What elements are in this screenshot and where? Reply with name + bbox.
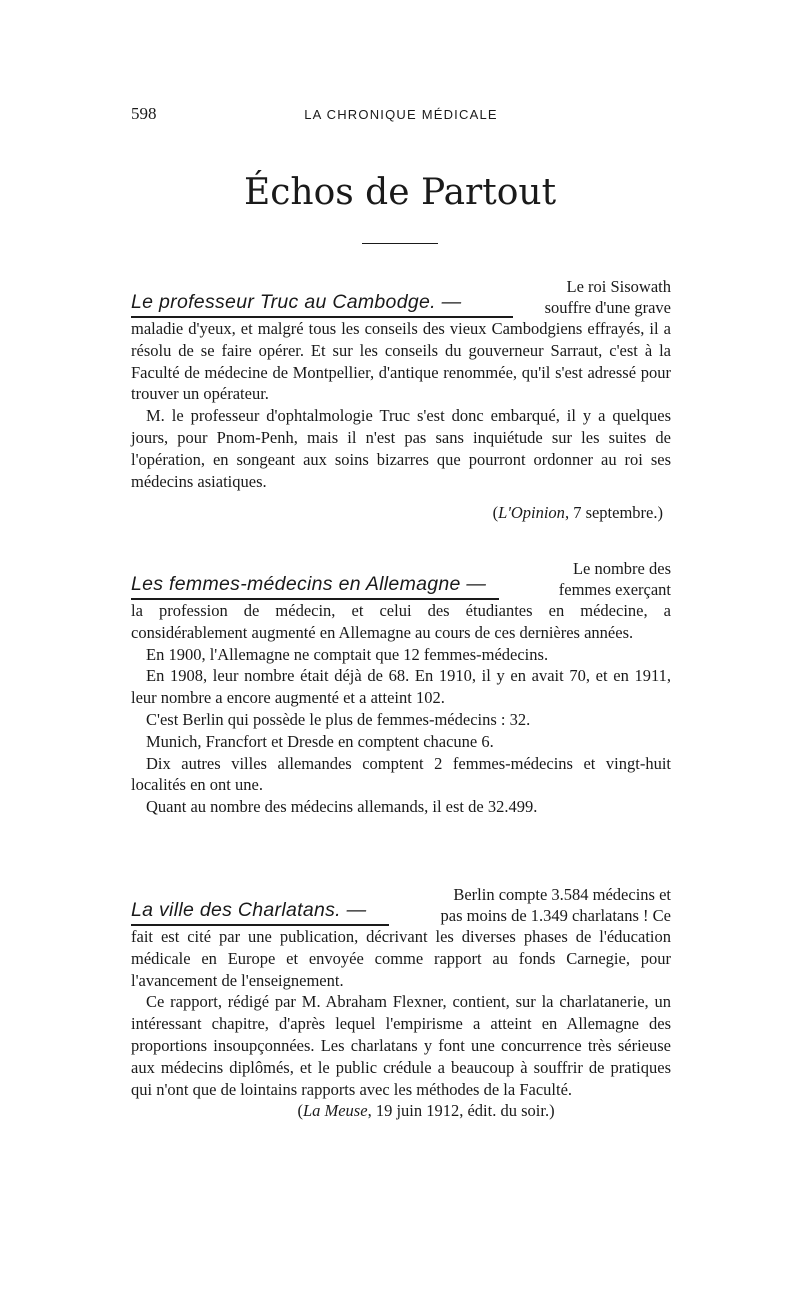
lead-line: Berlin compte 3.584 médecins et	[453, 885, 671, 904]
page-title: Échos de Partout	[243, 172, 557, 213]
paragraph: Quant au nombre des médecins allemands, il est de 32.499.	[146, 797, 538, 817]
paragraph: Dix autres villes allemandes comptent 2 femmes-médecins et vingt-huit localités en ont une.	[131, 753, 671, 795]
page-number: 598	[131, 104, 157, 123]
article-femmes-medecins	[131, 558, 671, 818]
paragraph: En 1908, leur nombre était déjà de 68. En 1910, il y en avait 70, et en 1911, leur nombre a encore augmenté et a atteint 102.	[131, 666, 671, 708]
paragraph: C'est Berlin qui possède le plus de femmes-médecins : 32.	[146, 709, 531, 729]
lead-line: femmes exerçant	[558, 580, 671, 599]
article-body	[131, 926, 671, 1100]
title-divider	[362, 243, 438, 244]
paragraph: En 1900, l'Allemagne ne comptait que 12 femmes-médecins.	[146, 644, 549, 664]
article-lead	[545, 276, 671, 318]
paragraph: maladie d'yeux, et malgré tous les conseils des vieux Cambodgiens effrayés, il a résolu de se faire opérer. Et sur les conseils du gouverneur Sarraut, c'est à la Faculté de médecine de Montpellier, d'antique renommée, qu'il s'est adressé pour trouver un opérateur.	[131, 319, 671, 404]
article-charlatans	[131, 884, 671, 1122]
article-body	[131, 318, 671, 492]
source-publication: L'Opinion	[498, 503, 565, 523]
article-heading: Les femmes-médecins en Allemagne —	[131, 573, 487, 595]
article-source: (La Meuse, 19 juin 1912, édit. du soir.)	[297, 1101, 555, 1121]
article-lead	[559, 558, 671, 600]
article-head	[131, 558, 671, 600]
article-head	[131, 884, 671, 926]
paragraph: Munich, Francfort et Dresde en comptent chacune 6.	[146, 731, 494, 751]
source-publication: La Meuse	[302, 1101, 368, 1121]
article-heading: La ville des Charlatans. —	[131, 899, 367, 921]
source-date: , 19 juin 1912, édit. du soir.	[367, 1101, 550, 1121]
article-heading: Le professeur Truc au Cambodge. —	[131, 291, 462, 313]
heading-underline	[131, 598, 499, 600]
article-head	[131, 276, 671, 318]
lead-line: pas moins de 1.349 charlatans ! Ce	[440, 906, 671, 925]
running-title: LA CHRONIQUE MÉDICALE	[304, 107, 498, 122]
paragraph: M. le professeur d'ophtalmologie Truc s'est donc embarqué, il y a quelques jours, pour Pnom-Penh, mais il n'est pas sans inquiétude sur les suites de l'opération, en songeant aux soins bizarres que pourront ordonner au roi ses médecins asiatiques.	[131, 406, 671, 491]
page-header	[131, 104, 671, 128]
heading-underline	[131, 316, 513, 318]
heading-underline	[131, 924, 389, 926]
article-body	[131, 600, 671, 818]
paragraph: Ce rapport, rédigé par M. Abraham Flexner, contient, sur la charlatanerie, un intéressant chapitre, d'après lequel l'empirisme a atteint en Allemagne des proportions insoupçonnées. Les charlatans y font une concurrence très sérieuse aux médecins diplômés, et le public crédule a beaucoup à souffrir de pratiques qui n'ont que de lointains rapports avec les méthodes de la Faculté.	[131, 992, 671, 1099]
article-truc	[131, 276, 671, 524]
lead-line: souffre d'une grave	[544, 298, 671, 317]
paragraph: fait est cité par une publication, décrivant les diverses phases de l'éducation médicale en Europe et envoyée comme rapport au fonds Carnegie, pour l'avancement de l'enseignement.	[131, 927, 671, 990]
lead-line: Le nombre des	[572, 559, 671, 578]
source-date: , 7 septembre.	[564, 503, 658, 523]
article-lead	[441, 884, 671, 926]
lead-line: Le roi Sisowath	[566, 277, 671, 296]
article-source: (L'Opinion, 7 septembre.)	[492, 503, 663, 523]
paragraph: la profession de médecin, et celui des étudiantes en médecine, a considérablement augmenté en Allemagne au cours de ces dernières années.	[131, 601, 671, 642]
